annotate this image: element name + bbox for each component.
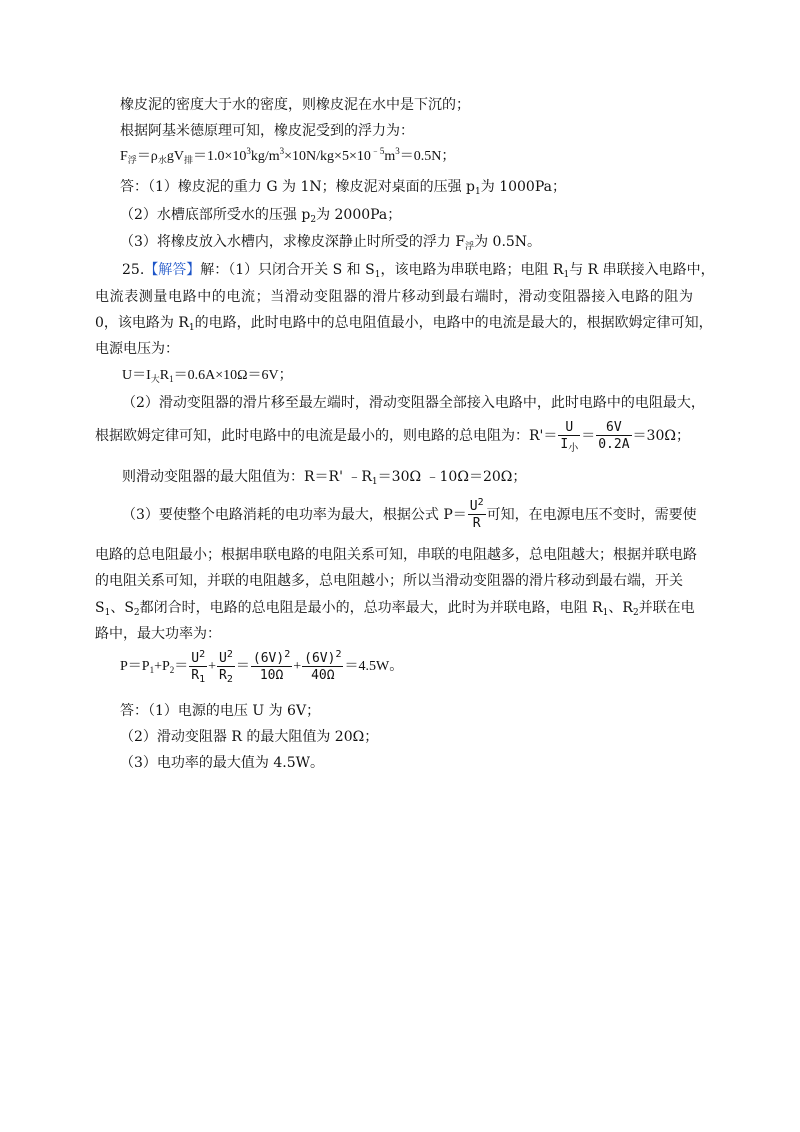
fraction-numerator: 6V (596, 421, 631, 436)
fraction-numerator (302, 649, 343, 667)
fraction-6v2-over-10ohm (251, 649, 292, 683)
answer-line (0, 207, 800, 225)
fraction-u2-over-r1 (189, 649, 207, 685)
text-span: ，该电路为串联电路；电阻 R (380, 262, 564, 278)
fraction-denominator: 10Ω (259, 668, 284, 683)
text-span: kg/m (250, 149, 280, 164)
text-span: m (384, 149, 396, 164)
text-span: 与 R 串联接入电路中， (569, 262, 715, 278)
text-span: 可知，在电源电压不变时，需要使 (486, 507, 697, 523)
text-span: 0，该电路为 R (95, 315, 189, 331)
text-span: 为 0.5N。 (474, 234, 542, 250)
text-span: 解：（1）只闭合开关 S 和 S (200, 262, 375, 278)
text-span: (6V) (304, 651, 336, 666)
text-line (0, 574, 800, 588)
text-line (0, 469, 800, 487)
subscript: 1 (475, 187, 481, 197)
text-span: 的电路，此时电路中的总电阻值最小，电路中的电流是最大的，根据欧姆定律可知， (194, 315, 713, 331)
text-span: 为 1000Pa； (480, 179, 566, 195)
subscript: 浮 (465, 242, 475, 252)
text-span: 根据阿基米德原理可知，橡皮泥受到的浮力为： (120, 123, 414, 139)
subscript: 小 (568, 443, 579, 454)
answer-line (0, 234, 800, 252)
subscript: 浮 (127, 155, 137, 165)
subscript: 大 (150, 374, 160, 384)
text-span: R (159, 368, 170, 383)
subscript: 水 (157, 155, 167, 165)
text-span: +P (154, 659, 170, 674)
text-line (0, 290, 800, 304)
text-span: U＝I (122, 368, 151, 383)
subscript: 2 (310, 215, 317, 225)
subscript: 1 (374, 270, 381, 280)
fraction-u2-over-r (468, 497, 486, 531)
superscript: 3 (395, 146, 400, 156)
subscript: 2 (226, 674, 233, 685)
text-span: I (560, 437, 569, 452)
text-line (0, 627, 800, 641)
fraction-denominator: 0.2A (598, 437, 630, 452)
superscript: 3 (246, 146, 251, 156)
fraction-numerator (468, 497, 486, 515)
text-line (0, 548, 800, 562)
fraction-6v2-over-40ohm (302, 649, 343, 683)
text-span: ＝0.6A×10Ω＝6V； (173, 368, 293, 383)
text-span: （2）水槽底部所受水的压强 p (120, 207, 311, 223)
superscript: 2 (335, 649, 342, 660)
subscript: 1 (563, 270, 570, 280)
superscript: 3 (279, 146, 285, 156)
text-span: 橡皮泥的密度大于水的密度，则橡皮泥在水中是下沉的； (120, 97, 470, 113)
fraction-denominator (189, 667, 207, 685)
text-span: ＝ (581, 428, 596, 444)
text-line (0, 396, 800, 410)
text-span: 都闭合时，电路的总电阻是最小的，总功率最大，此时为并联电路，电阻 R (139, 600, 603, 616)
text-line (0, 342, 800, 356)
text-span: ＝30Ω ﹣10Ω＝20Ω； (377, 469, 527, 485)
text-span: 则滑动变阻器的最大阻值为：R＝R' ﹣R (122, 469, 372, 485)
answer-line (0, 179, 800, 197)
fraction-numerator: U (558, 421, 580, 436)
text-line (0, 315, 800, 333)
text-span: ＝ρ (136, 149, 158, 164)
text-span: U (469, 499, 478, 514)
subscript: 1 (371, 477, 378, 487)
superscript: 2 (226, 649, 233, 660)
text-span: 电流表测量电路中的电流；当滑动变阻器的滑片移动到最右端时，滑动变阻器接入电路的阻为 (95, 289, 694, 305)
fraction-denominator (217, 667, 235, 685)
text-span: U (219, 651, 227, 666)
fraction-denominator: R (472, 516, 481, 531)
text-span: ＝0.5N； (399, 149, 456, 164)
text-span: + (293, 659, 302, 674)
text-span: F (120, 149, 128, 164)
fraction-numerator (189, 649, 207, 667)
text-span: 的电阻关系可知，并联的电阻越多，总电阻越小；所以当滑动变阻器的滑片移动到最右端，开关 (95, 573, 683, 589)
text-line (0, 600, 800, 618)
text-span: 、S (110, 600, 134, 616)
superscript: 2 (284, 649, 291, 660)
text-span: ＝1.0×10 (192, 149, 247, 164)
superscript: 2 (477, 497, 484, 508)
subscript: 2 (133, 608, 140, 618)
fraction-denominator (558, 436, 580, 454)
subscript: 1 (602, 608, 609, 618)
voltage-formula (0, 369, 800, 383)
text-span: U (191, 651, 200, 666)
text-span: 电路的总电阻最小；根据串联电路的电阻关系可知，串联的电阻越多，总电阻越大；根据并联电路 (95, 547, 697, 563)
answer-line (0, 730, 800, 744)
text-span: （3）要使整个电路消耗的电功率为最大，根据公式 P＝ (122, 507, 467, 523)
subscript: 1 (104, 608, 111, 618)
text-span: R (191, 668, 200, 683)
fraction-numerator (251, 649, 292, 667)
text-span: ＝30Ω； (632, 428, 690, 444)
text-line (0, 98, 800, 112)
superscript: 2 (199, 649, 206, 660)
resistance-formula-line (0, 418, 800, 454)
answer-line (0, 704, 800, 718)
answer-tag: 【解答】 (144, 262, 201, 278)
text-span: P＝P (120, 659, 150, 674)
fraction-numerator (217, 649, 235, 667)
question-number: 25. (122, 262, 145, 278)
max-power-formula: P＝P $_1$ +P $_2$ ＝ $\frac{U^2}{R_1}$ + $\frac{U^2}{R_2}$ ＝ $\frac{(6V)^2}{10\Omega}$ + $\frac{(6V)^2}{40\Omega}$ ＝4.5W。 (120, 649, 404, 685)
answer-line (0, 756, 800, 770)
text-line (0, 124, 800, 138)
text-span: 为 2000Pa； (316, 207, 402, 223)
text-span: 答：（1）电源的电压 U 为 6V； (120, 703, 321, 719)
power-formula-intro-line (0, 496, 800, 534)
text-span: 根据欧姆定律可知，此时电路中的电流是最小的，则电路的总电阻为：R'＝ (95, 428, 558, 444)
buoyancy-formula (0, 146, 800, 165)
text-span: + (208, 659, 217, 674)
text-span: ×10N/kg×5×10 (284, 149, 371, 164)
subscript: 排 (183, 155, 193, 165)
text-span: 并联在电 (638, 600, 695, 616)
superscript: ﹣5 (370, 146, 385, 156)
text-span: 电源电压为： (95, 341, 179, 357)
subscript: 1 (188, 323, 195, 333)
fraction-u-over-i (558, 420, 580, 454)
subscript: 1 (169, 374, 174, 384)
text-span: ＝ (235, 659, 250, 674)
text-span: （3）电功率的最大值为 4.5W。 (120, 755, 325, 771)
fraction-u2-over-r2 (217, 649, 235, 685)
solution-25-header-line (0, 262, 800, 280)
text-span: S (95, 600, 105, 616)
subscript: 1 (199, 674, 206, 685)
fraction-6v-over-0.2a (596, 421, 631, 451)
text-span: R (219, 668, 227, 683)
text-span: （2）滑动变阻器的滑片移至最左端时，滑动变阻器全部接入电路中，此时电路中的电阻最大， (122, 395, 705, 411)
subscript: 2 (632, 608, 639, 618)
text-span: ＝4.5W。 (344, 659, 404, 674)
text-span: (6V) (252, 651, 285, 666)
text-span: ＝ (174, 659, 189, 674)
text-span: gV (166, 149, 184, 164)
text-span: 、R (608, 600, 633, 616)
text-span: （3）将橡皮放入水槽内，求橡皮深静止时所受的浮力 F (120, 234, 466, 250)
text-span: 路中，最大功率为： (95, 626, 221, 642)
text-span: （2）滑动变阻器 R 的最大阻值为 20Ω； (120, 729, 379, 745)
fraction-denominator: 40Ω (311, 668, 335, 683)
text-span: 答：（1）橡皮泥的重力 G 为 1N；橡皮泥对桌面的压强 p (120, 179, 476, 195)
